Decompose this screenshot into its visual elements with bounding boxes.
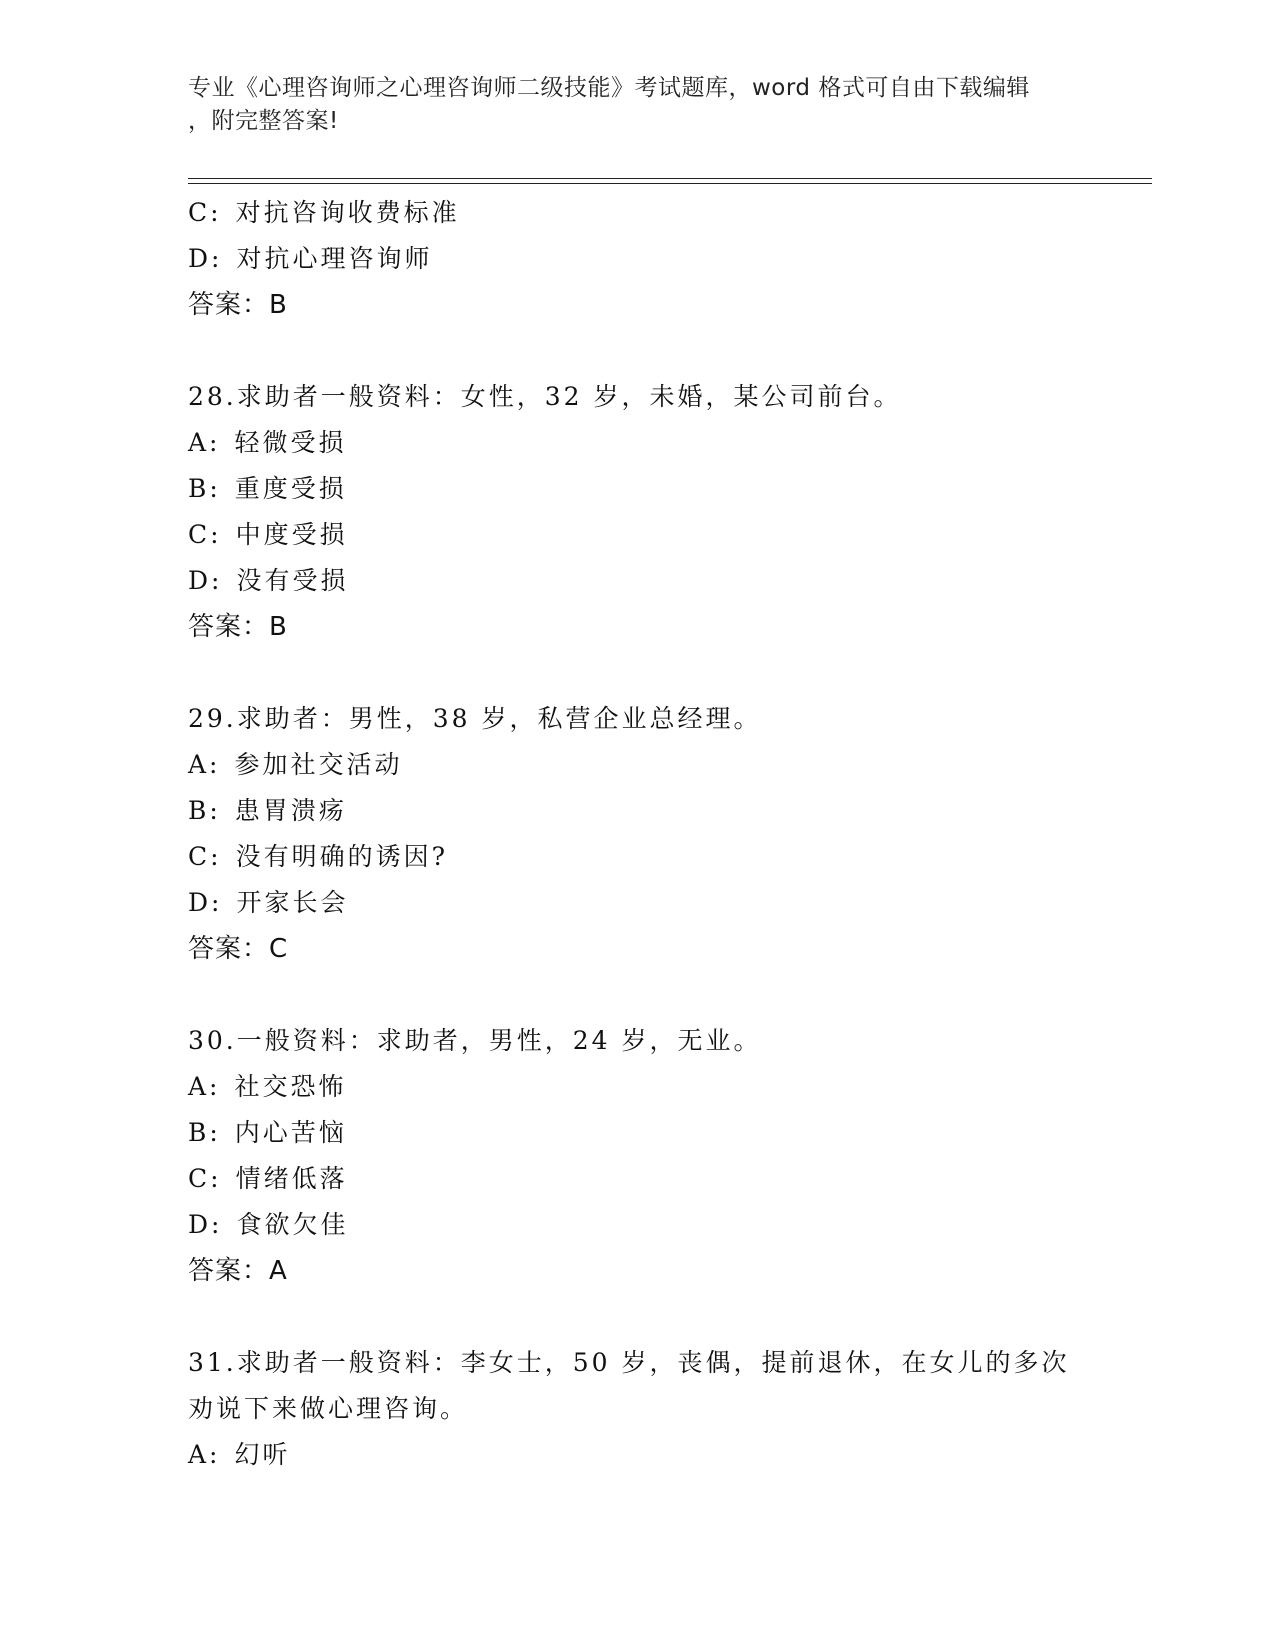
- option-label: D:: [188, 566, 223, 595]
- option-text: 重度受损: [234, 474, 347, 503]
- option-d: [188, 880, 1128, 926]
- option-text: 对抗咨询收费标准: [235, 198, 460, 227]
- option-text: 食欲欠佳: [236, 1210, 349, 1239]
- option-c: [188, 1156, 1128, 1202]
- question-stem: 31.求助者一般资料：李女士，50 岁，丧偶，提前退休，在女儿的多次劝说下来做心理咨询。: [188, 1348, 1070, 1423]
- option-d: [188, 1202, 1128, 1248]
- option-label: C:: [188, 198, 222, 227]
- question-29: [188, 696, 1128, 972]
- spacer: [188, 328, 1128, 374]
- option-label: A:: [188, 1440, 221, 1469]
- header-line-2: ，附完整答案!: [188, 108, 339, 134]
- option-c: [188, 834, 1128, 880]
- option-a: [188, 1064, 1128, 1110]
- answer-line: 答案：B: [188, 612, 288, 642]
- option-d: [188, 558, 1128, 604]
- question-stem: 28.求助者一般资料：女性，32 岁，未婚，某公司前台。: [188, 382, 902, 411]
- option-label: A:: [188, 750, 221, 779]
- option-a: [188, 1432, 1128, 1478]
- question-stem: 29.求助者：男性，38 岁，私营企业总经理。: [188, 704, 762, 733]
- option-text: 没有受损: [236, 566, 349, 595]
- question-28: [188, 374, 1128, 650]
- option-b: [188, 1110, 1128, 1156]
- option-text: 中度受损: [235, 520, 348, 549]
- option-label: D:: [188, 1210, 223, 1239]
- answer-line: 答案：B: [188, 290, 288, 320]
- option-label: A:: [188, 1072, 221, 1101]
- question-31: [188, 1340, 1128, 1478]
- question-30: [188, 1018, 1128, 1294]
- option-b: [188, 466, 1128, 512]
- option-text: 轻微受损: [234, 428, 347, 457]
- option-text: 幻听: [234, 1440, 291, 1469]
- option-a: [188, 742, 1128, 788]
- option-label: B:: [188, 474, 221, 503]
- option-label: B:: [188, 1118, 221, 1147]
- option-text: 对抗心理咨询师: [236, 244, 433, 273]
- document-header: [188, 72, 1068, 138]
- option-label: B:: [188, 796, 221, 825]
- option-c: [188, 190, 1128, 236]
- option-text: 参加社交活动: [234, 750, 403, 779]
- option-label: C:: [188, 1164, 222, 1193]
- spacer: [188, 972, 1128, 1018]
- option-label: A:: [188, 428, 221, 457]
- answer-line: 答案：A: [188, 1256, 288, 1286]
- option-d: [188, 236, 1128, 282]
- option-label: C:: [188, 520, 222, 549]
- option-label: C:: [188, 842, 222, 871]
- option-text: 开家长会: [236, 888, 349, 917]
- option-label: D:: [188, 244, 223, 273]
- header-divider-top: [188, 178, 1152, 179]
- spacer: [188, 650, 1128, 696]
- option-label: D:: [188, 888, 223, 917]
- question-carryover: [188, 190, 1128, 328]
- option-text: 患胃溃疡: [234, 796, 347, 825]
- option-text: 没有明确的诱因?: [235, 842, 448, 871]
- question-stem: 30.一般资料：求助者，男性，24 岁，无业。: [188, 1026, 762, 1055]
- option-text: 内心苦恼: [234, 1118, 347, 1147]
- option-b: [188, 788, 1128, 834]
- option-a: [188, 420, 1128, 466]
- header-line-1: 专业《心理咨询师之心理咨询师二级技能》考试题库，word 格式可自由下载编辑: [188, 75, 1030, 101]
- question-list: [188, 190, 1128, 1478]
- header-divider-bottom: [188, 183, 1152, 184]
- answer-line: 答案：C: [188, 934, 289, 964]
- option-c: [188, 512, 1128, 558]
- option-text: 社交恐怖: [234, 1072, 347, 1101]
- spacer: [188, 1294, 1128, 1340]
- option-text: 情绪低落: [235, 1164, 348, 1193]
